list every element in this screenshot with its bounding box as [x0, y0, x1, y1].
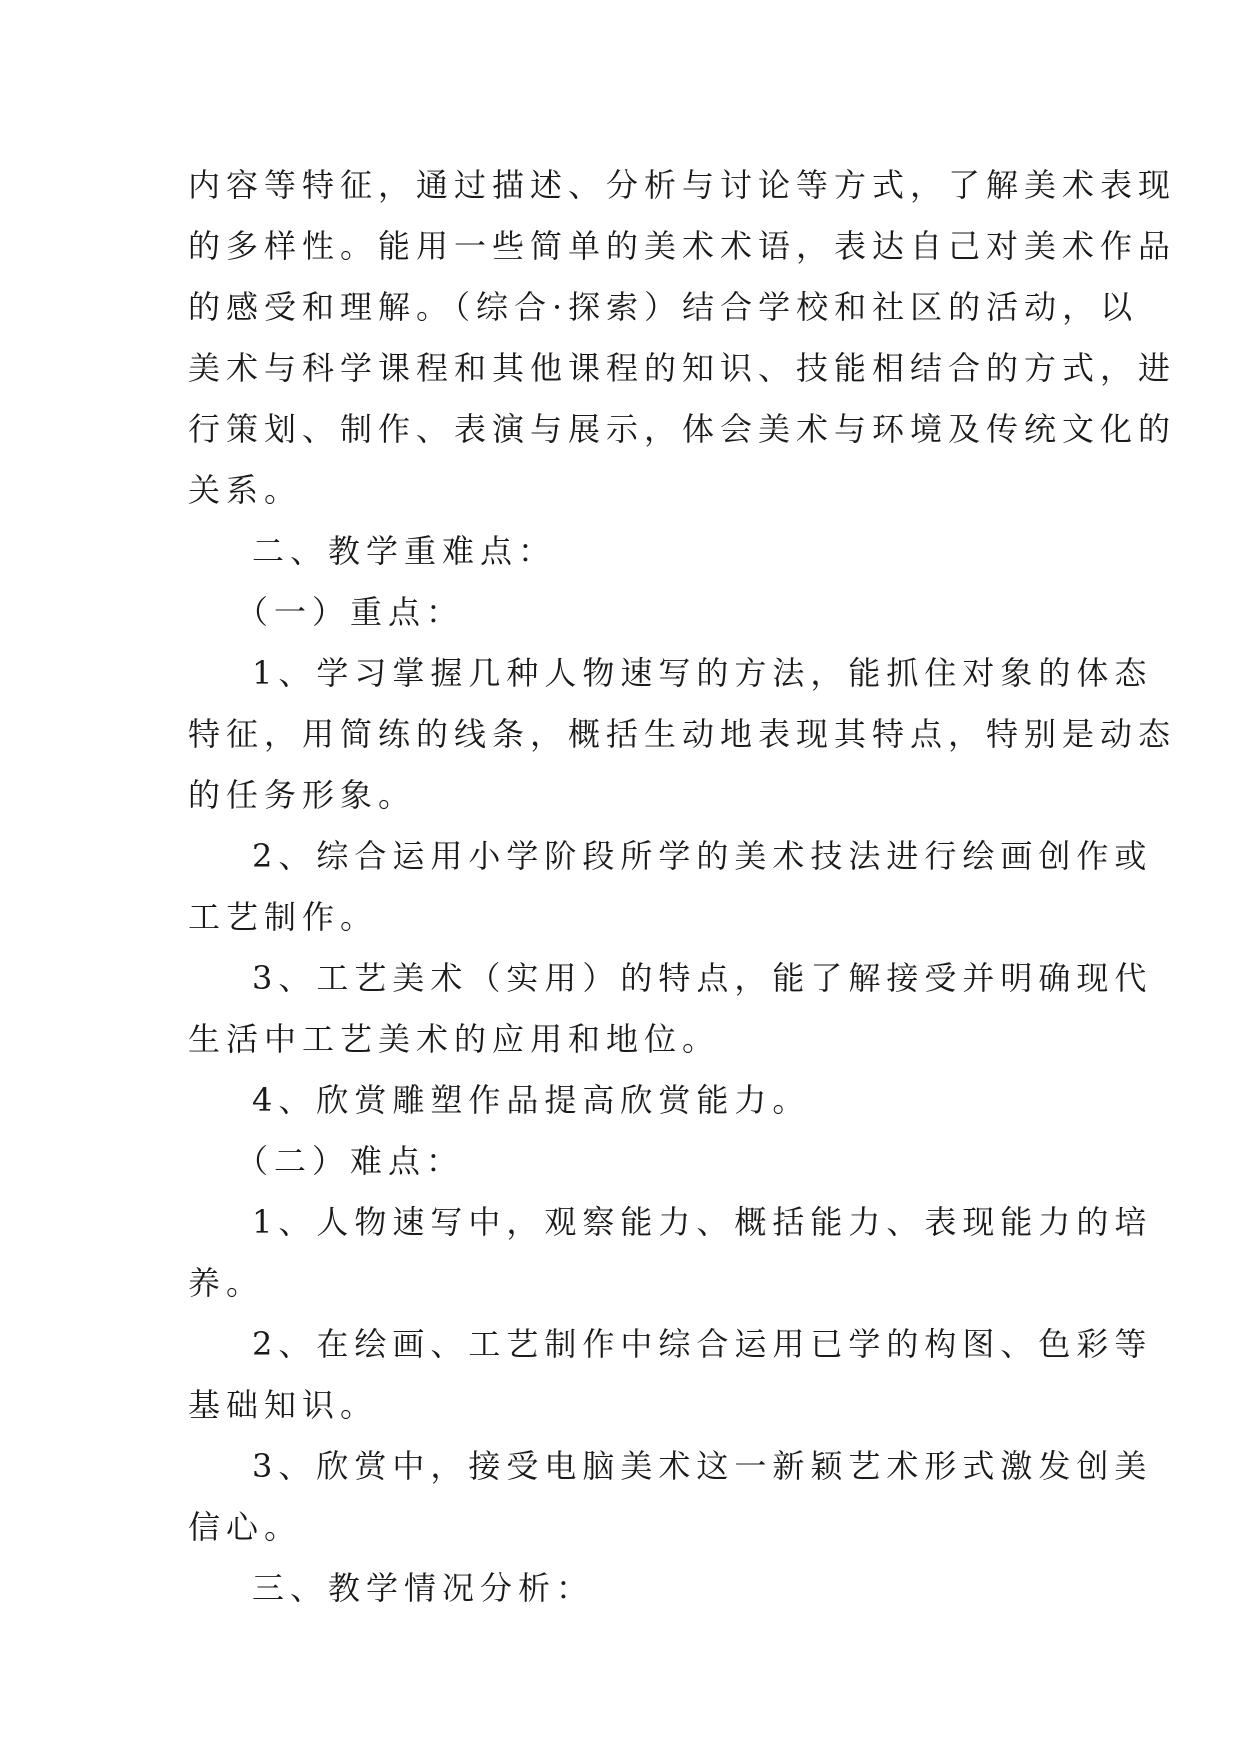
- text-line: 基础知识。: [188, 1386, 379, 1424]
- subsection-heading: （一）重点：: [236, 593, 465, 631]
- text-line: 4、欣赏雕塑作品提高欣赏能力。: [252, 1081, 811, 1119]
- text-line: 信心。: [188, 1508, 303, 1546]
- text-line: 工艺制作。: [188, 898, 379, 936]
- text-line: 3、欣赏中，接受电脑美术这一新颖艺术形式激发创美: [252, 1447, 1153, 1485]
- text-line: 的多样性。能用一些简单的美术术语，表达自己对美术作品: [188, 227, 1177, 265]
- text-line: 的任务形象。: [188, 776, 417, 814]
- text-line: 1、人物速写中，观察能力、概括能力、表现能力的培: [252, 1203, 1153, 1241]
- text-line: 美术与科学课程和其他课程的知识、技能相结合的方式，进: [188, 349, 1177, 387]
- section-heading: 三、教学情况分析：: [252, 1569, 595, 1607]
- text-line: 的感受和理解。（综合·探索）结合学校和社区的活动，以: [188, 288, 1139, 326]
- text-line: 内容等特征，通过描述、分析与讨论等方式，了解美术表现: [188, 166, 1177, 204]
- subsection-heading: （二）难点：: [236, 1142, 465, 1180]
- text-line: 2、综合运用小学阶段所学的美术技法进行绘画创作或: [252, 837, 1153, 875]
- text-line: 生活中工艺美术的应用和地位。: [188, 1020, 721, 1058]
- text-line: 1、学习掌握几种人物速写的方法，能抓住对象的体态: [252, 654, 1153, 692]
- document-body: [188, 155, 1177, 1619]
- text-line: 特征，用简练的线条，概括生动地表现其特点，特别是动态: [188, 715, 1177, 753]
- text-line: 关系。: [188, 471, 303, 509]
- text-line: 2、在绘画、工艺制作中综合运用已学的构图、色彩等: [252, 1325, 1153, 1363]
- text-line: 行策划、制作、表演与展示，体会美术与环境及传统文化的: [188, 410, 1177, 448]
- text-line: 养。: [188, 1264, 265, 1302]
- section-heading: 二、教学重难点：: [252, 532, 557, 570]
- text-line: 3、工艺美术（实用）的特点，能了解接受并明确现代: [252, 959, 1153, 997]
